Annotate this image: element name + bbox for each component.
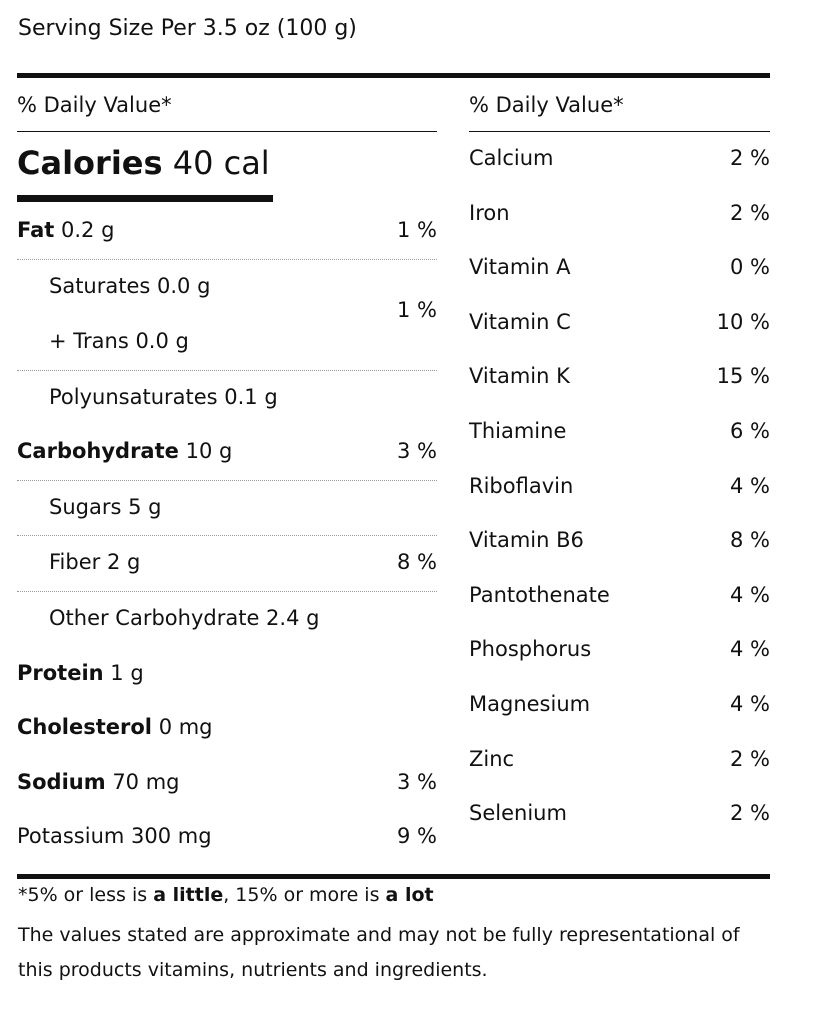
nutrient-label: Vitamin C (469, 309, 571, 334)
nutrient-label: Calcium (469, 146, 554, 170)
nutrient-row (469, 623, 770, 678)
nutrient-row (469, 132, 770, 187)
nutrient-pct: 2 % (730, 200, 770, 225)
cholesterol-label: Cholesterol (17, 715, 152, 740)
nutrient-pct: 15 % (716, 364, 770, 389)
nutrient-label: Vitamin A (469, 255, 571, 280)
nutrient-pct: 10 % (716, 309, 770, 334)
footnote-part1: *5% or less is (18, 884, 154, 906)
nutrient-row (469, 350, 770, 405)
fiber-pct: 8 % (397, 550, 437, 575)
bottom-divider (17, 874, 770, 879)
footnote-little: a little (153, 884, 224, 906)
calories-value: 40 cal (172, 144, 270, 182)
nutrient-label: Phosphorus (469, 637, 592, 662)
nutrient-row (469, 460, 770, 515)
daily-value-header-right: % Daily Value* (469, 78, 770, 132)
carbohydrate-label: Carbohydrate (17, 439, 179, 464)
fat-row (17, 204, 437, 260)
nutrient-row (469, 787, 770, 842)
carbohydrate-pct: 3 % (397, 439, 437, 464)
fat-label: Fat (17, 218, 55, 242)
footnote-part2: , 15% or more is (223, 884, 386, 906)
nutrient-label: Pantothenate (469, 582, 610, 607)
saturates-text: Saturates 0.0 g (49, 273, 211, 298)
fiber-text: Fiber 2 g (49, 550, 141, 575)
nutrient-row (469, 733, 770, 788)
cholesterol-value: 0 mg (158, 715, 213, 740)
potassium-text: Potassium 300 mg (17, 824, 212, 849)
nutrient-row (469, 187, 770, 242)
nutrient-row (469, 514, 770, 569)
daily-value-footnote (18, 884, 434, 906)
sodium-row (17, 756, 437, 811)
sugars-row (17, 481, 437, 537)
daily-value-header: % Daily Value* (17, 78, 437, 132)
nutrient-label: Selenium (469, 801, 567, 826)
nutrient-row (469, 405, 770, 460)
nutrient-label: Riboflavin (469, 473, 574, 498)
nutrient-pct: 4 % (730, 691, 770, 716)
footnote-lot: a lot (385, 884, 434, 906)
nutrient-pct: 4 % (730, 582, 770, 607)
nutrient-pct: 2 % (730, 801, 770, 826)
polyunsaturates-text: Polyunsaturates 0.1 g (49, 384, 278, 409)
nutrient-label: Thiamine (469, 418, 567, 443)
saturates-trans-group (17, 260, 437, 371)
carbohydrate-row (17, 425, 437, 481)
potassium-row (17, 810, 437, 865)
sodium-value: 70 mg (112, 769, 180, 794)
nutrient-row (469, 296, 770, 351)
sodium-pct: 3 % (397, 769, 437, 794)
trans-text: + Trans 0.0 g (49, 328, 189, 353)
cholesterol-row (17, 701, 437, 756)
polyunsaturates-row (17, 371, 437, 426)
other-carbohydrate-row (17, 592, 437, 647)
nutrient-label: Vitamin B6 (469, 528, 584, 553)
sodium-label: Sodium (17, 769, 106, 794)
nutrient-pct: 4 % (730, 637, 770, 662)
other-carbohydrate-text: Other Carbohydrate 2.4 g (49, 605, 320, 630)
nutrient-pct: 4 % (730, 473, 770, 498)
protein-row (17, 647, 437, 702)
micronutrients-column (469, 78, 770, 842)
carbohydrate-value: 10 g (185, 439, 233, 464)
nutrient-label: Zinc (469, 746, 515, 771)
protein-label: Protein (17, 660, 104, 685)
nutrient-pct: 0 % (730, 255, 770, 280)
nutrient-label: Magnesium (469, 691, 591, 716)
serving-size: Serving Size Per 3.5 oz (100 g) (18, 16, 357, 41)
disclaimer-text: The values stated are approximate and may not be fully representational of this products vitamins, nutrients and ingredients. (18, 924, 740, 981)
fiber-row (17, 536, 437, 592)
sugars-text: Sugars 5 g (49, 494, 162, 519)
nutrient-row (469, 569, 770, 624)
saturates-trans-pct: 1 % (397, 297, 437, 322)
nutrient-pct: 2 % (730, 746, 770, 771)
calories-row (17, 132, 437, 204)
calories-underline (17, 195, 273, 202)
calories-label: Calories (17, 144, 163, 182)
nutrient-row (469, 678, 770, 733)
nutrient-label: Iron (469, 200, 510, 225)
fat-value: 0.2 g (61, 218, 115, 242)
potassium-pct: 9 % (397, 824, 437, 849)
nutrient-row (469, 241, 770, 296)
protein-value: 1 g (110, 660, 144, 685)
macronutrients-column (17, 78, 437, 865)
nutrient-pct: 2 % (730, 146, 770, 170)
nutrient-pct: 6 % (730, 418, 770, 443)
fat-pct: 1 % (397, 218, 437, 242)
nutrient-label: Vitamin K (469, 364, 570, 389)
nutrient-pct: 8 % (730, 528, 770, 553)
